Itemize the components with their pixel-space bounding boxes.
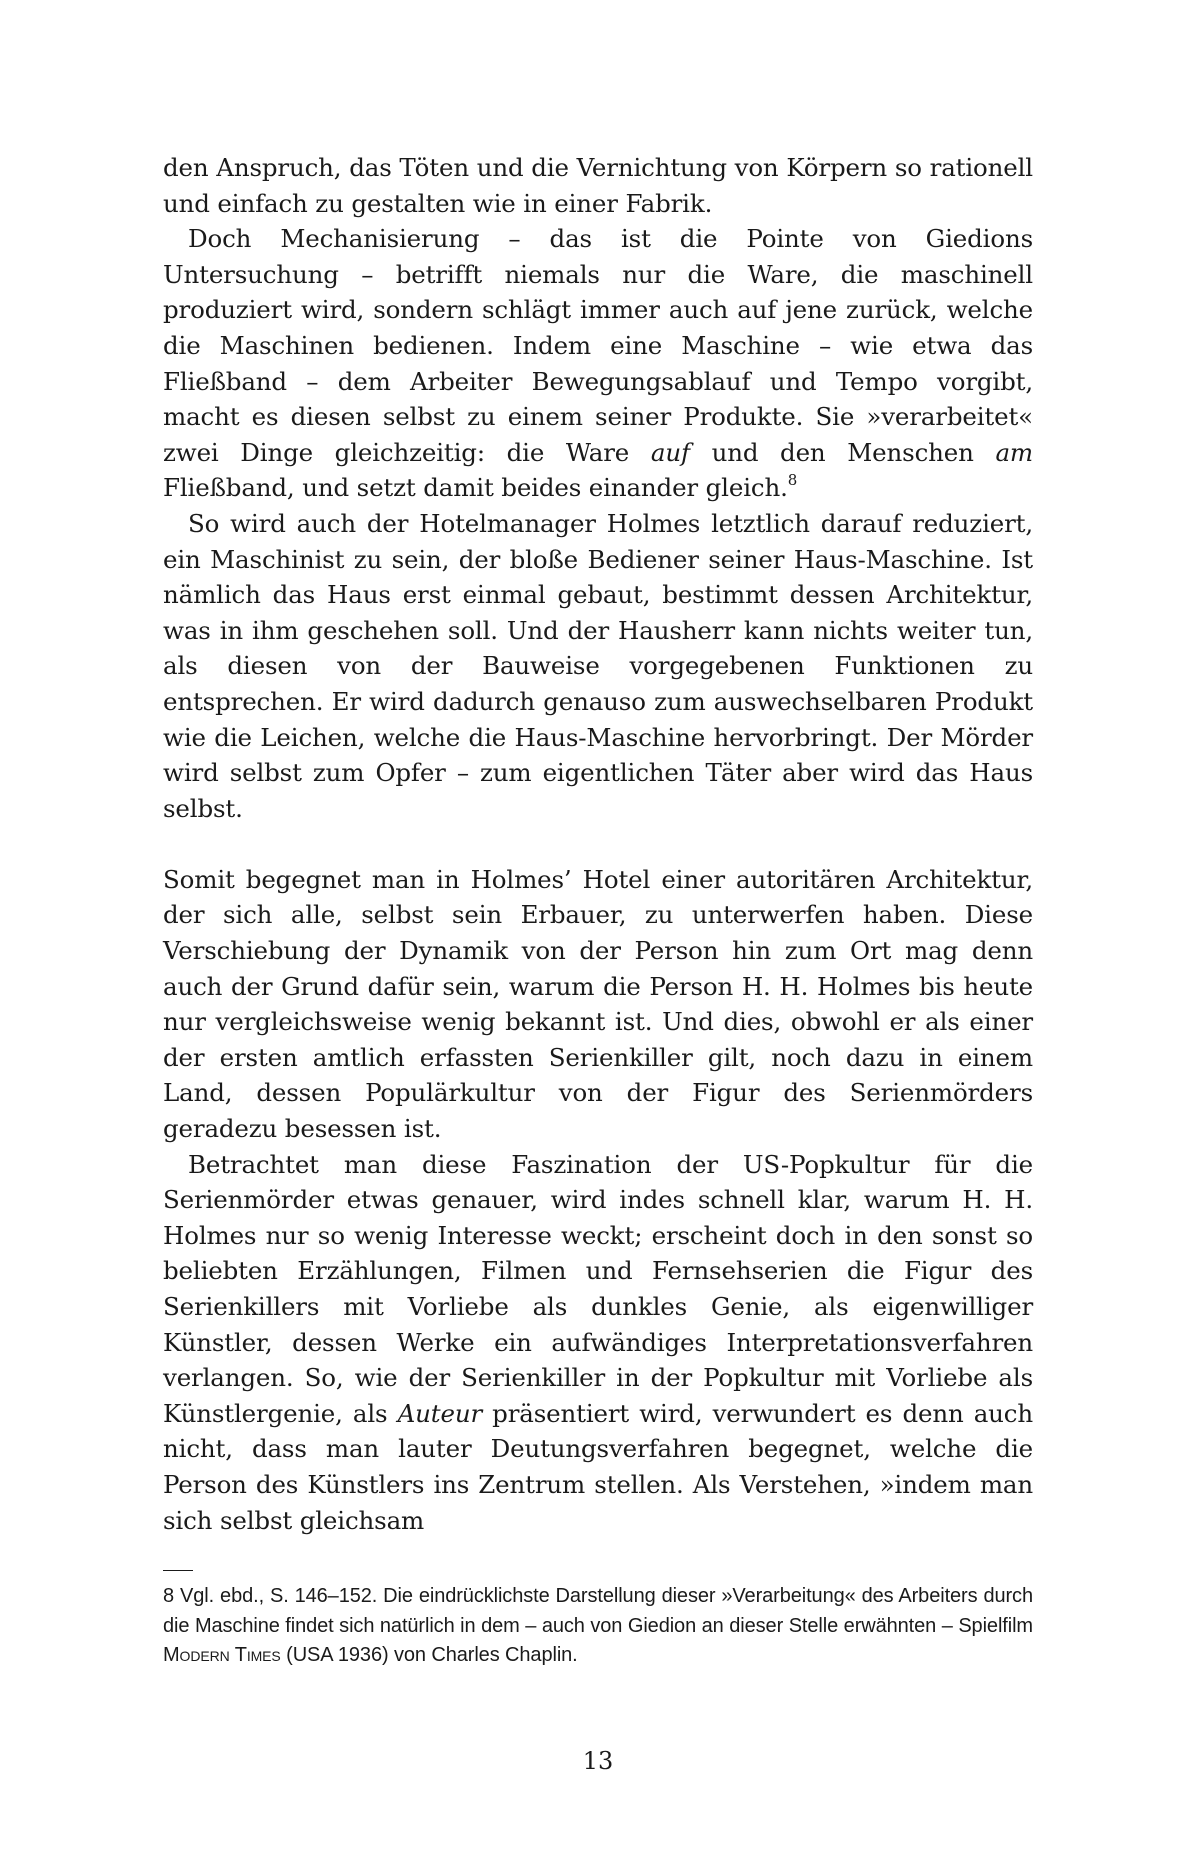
paragraph-3: So wird auch der Hotelmanager Holmes letztlich darauf reduziert, ein Maschinist zu sein, der bloße Bediener seiner Haus-Maschine. Ist nämlich das Haus erst einmal gebaut, bestimmt dessen Architektur, was in ihm geschehen soll. Und der Hausherr kann nichts weiter tun, als diesen von der Bauweise vorgegebenen Funktionen zu entsprechen. Er wird dadurch genauso zum auswechselbaren Produkt wie die Leichen, welche die Haus-Maschine hervorbringt. Der Mörder wird selbst zum Opfer – zum eigentlichen Täter aber wird das Haus selbst. xyxy=(163,508,1033,823)
paragraph-2-word-ware: Ware xyxy=(565,437,630,467)
footnote-divider xyxy=(163,1570,193,1571)
paragraph-5 xyxy=(163,1147,1033,1539)
emphasis-auf: auf xyxy=(650,437,690,467)
paragraph-2 xyxy=(163,221,1033,506)
footnote-number: 8 xyxy=(163,1585,175,1607)
paragraph-5-text: Betrachtet man diese Faszination der US-Popkultur für die Serienmörder etwas genauer, wird indes schnell klar, warum H. H. Holmes nur so wenig Interesse weckt; erscheint doch in den sonst so beliebten Erzählungen, Filmen und Fernsehserien die Figur des Serienkillers mit Vorliebe als dunkles Genie, als eigenwilliger Künstler, dessen Werke ein aufwändiges Interpretationsverfahren verlangen. So, wie der Serienkiller in der Popkultur mit Vorliebe als Künstlergenie, als xyxy=(163,1149,1033,1428)
footnote-text: Vgl. ebd., S. 146–152. Die eindrücklichste Darstellung dieser »Verarbeitung« des Arbeiters durch die Maschine findet sich natürlich in dem – auch von Giedion an dieser Stelle erwähnten – Spielfilm xyxy=(163,1585,1033,1637)
paragraph-1: den Anspruch, das Töten und die Vernichtung von Körpern so rationell und einfach zu gestalten wie in einer Fabrik. xyxy=(163,153,1033,218)
paragraph-5-text-end: präsentiert wird, verwundert es denn auch nicht, dass man lauter Deutungsverfahren begegnet, welche die Person des Künstlers ins Zentrum stellen. Als Verstehen, »indem man sich selbst gleichsam xyxy=(163,1398,1034,1535)
footnote-8 xyxy=(163,1582,1033,1671)
book-page xyxy=(163,150,1033,1867)
emphasis-am: am xyxy=(995,437,1033,467)
paragraph-2-text: Doch Mechanisierung – das ist die Pointe von Giedions Untersuchung – betrifft niemals nur die Ware, die maschinell produziert wird, sondern schlägt immer auch auf jene zurück, welche die Maschinen bedienen. Indem eine Maschine – wie etwa das Fließband – dem Arbeiter Bewegungsablauf und Tempo vorgibt, macht es diesen selbst zu einem seiner Produkte. Sie »verarbeitet« zwei Dinge gleichzeitig: die xyxy=(163,224,1033,467)
footnote-text-end: (USA 1936) von Charles Chaplin. xyxy=(286,1644,578,1666)
page-number: 13 xyxy=(582,1747,614,1775)
paragraph-2-text-end: Fließband, und setzt damit beides einander gleich. xyxy=(163,473,788,503)
film-title: Modern Times xyxy=(163,1644,281,1666)
emphasis-auteur: Auteur xyxy=(397,1398,483,1428)
footnote-reference-8[interactable]: 8 xyxy=(787,471,798,490)
body-text xyxy=(163,150,1033,1538)
footnotes xyxy=(163,1582,1033,1671)
paragraph-4: Somit begegnet man in Holmes’ Hotel einer autoritären Architektur, der sich alle, selbst sein Erbauer, zu unterwerfen haben. Diese Verschiebung der Dynamik von der Person hin zum Ort mag denn auch der Grund dafür sein, warum die Person H. H. Holmes bis heute nur vergleichsweise wenig bekannt ist. Und dies, obwohl er als einer der ersten amtlich erfassten Serienkiller gilt, noch dazu in einem Land, dessen Populärkultur von der Figur des Serienmörders geradezu besessen ist. xyxy=(163,864,1033,1144)
paragraph-2-text-mid: und den Menschen xyxy=(711,437,974,467)
